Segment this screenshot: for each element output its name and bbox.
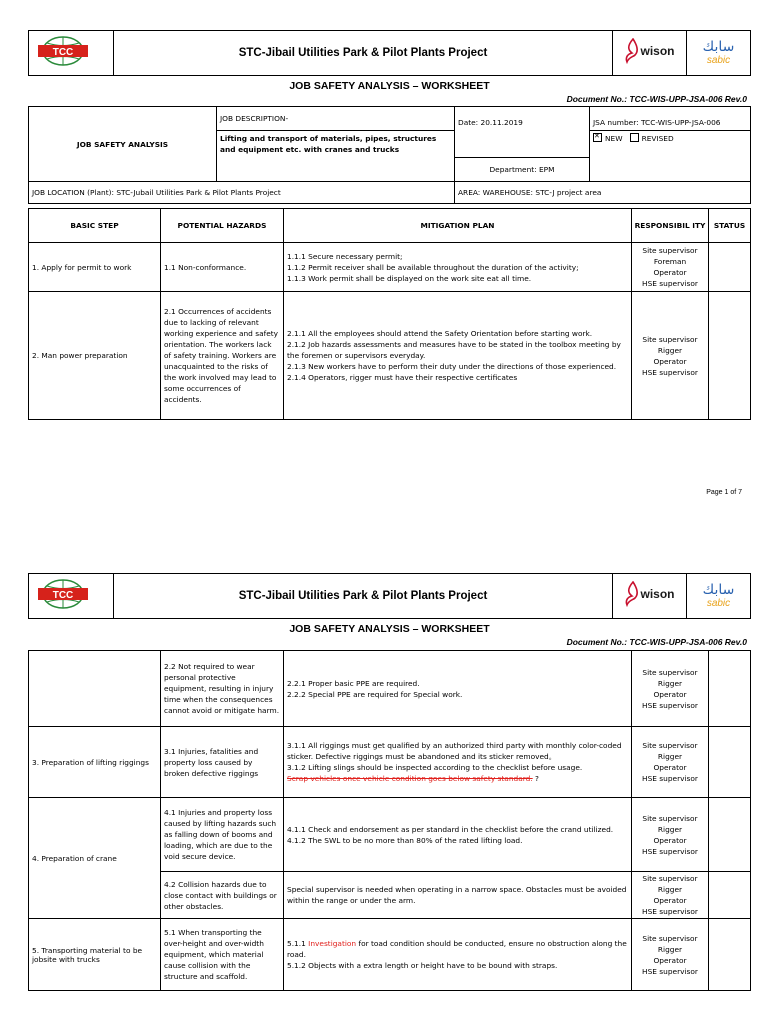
status-cell[interactable]	[709, 872, 751, 919]
status-cell[interactable]	[709, 798, 751, 872]
sabic-logo-cell	[687, 31, 751, 76]
page-2	[28, 573, 751, 991]
jsa-table-page2	[28, 650, 751, 991]
status-cell[interactable]	[709, 727, 751, 798]
job-location: JOB LOCATION (Plant): STC-Jubail Utilities Park & Pilot Plants Project	[29, 182, 455, 204]
document-number: Document No.: TCC-WIS-UPP-JSA-006 Rev.0	[566, 637, 747, 647]
sabic-logo-cell	[687, 574, 751, 619]
date-field: Date: 20.11.2019	[455, 107, 590, 158]
page-1	[28, 30, 751, 420]
area-field: AREA: WAREHOUSE: STC-J project area	[455, 182, 751, 204]
jsa-label: JOB SAFETY ANALYSIS	[29, 107, 217, 182]
department-field: Department: EPM	[455, 158, 590, 182]
project-title: STC-Jibail Utilities Park & Pilot Plants Project	[114, 574, 613, 619]
table-row: 1. Apply for permit to work 1.1 Non-conformance. 1.1.1 Secure necessary permit; 1.1.2 Permit receiver shall be available throughout the duration of the activity; 1.1.3 Work permit shall be displayed on the work site eat all time. Site supervisor Foreman Operator HSE supervisor	[29, 243, 751, 292]
header-table	[28, 573, 751, 619]
wison-logo-cell	[613, 31, 687, 76]
wison-logo: wison	[624, 581, 674, 607]
table-row: 3. Preparation of lifting riggings 3.1 Injuries, fatalities and property loss caused by broken defective riggings 3.1.1 All riggings must get qualified by an authorized third party with monthly color-coded sticker. Defective riggings must be abandoned and its sticker removed。 3.1.2 Lifting slings should be inspected according to the checklist before usage. Scrap vehicles once vehicle condition goes below safety standard. ? Site supervisor Rigger Operator HSE supervisor	[29, 727, 751, 798]
struck-text: Scrap vehicles once vehicle condition goes below safety standard.	[287, 774, 533, 783]
info-table	[28, 106, 751, 204]
worksheet-title: JOB SAFETY ANALYSIS – WORKSHEET	[289, 80, 490, 92]
table-row: 5. Transporting material to be jobsite with trucks 5.1 When transporting the over-height and over-width equipment, which material cause collision with the structure and scaffold. 5.1.1 Investigation for toad condition should be conducted, ensure no obstruction along the road. 5.1.2 Objects with a extra length or height have to be bound with straps. Site supervisor Rigger Operator HSE supervisor	[29, 919, 751, 991]
col-responsibility: RESPONSIBIL ITY	[632, 209, 709, 243]
tcc-logo-text: TCC	[52, 46, 74, 58]
job-description-label: JOB DESCRIPTION-	[217, 107, 455, 131]
tcc-logo-cell	[29, 31, 114, 76]
col-mitigation: MITIGATION PLAN	[284, 209, 632, 243]
col-status: STATUS	[709, 209, 751, 243]
wison-flame-icon	[624, 581, 640, 607]
header-table	[28, 30, 751, 76]
col-hazards: POTENTIAL HAZARDS	[161, 209, 284, 243]
table-row: 4. Preparation of crane 4.1 Injuries and property loss caused by lifting hazards such as falling down of booms and loading, which are due to the void secure device. 4.1.1 Check and endorsement as per standard in the checklist before the crand utilized. 4.1.2 The SWL to be no more than 80% of the rated lifting load. Site supervisor Rigger Operator HSE supervisor	[29, 798, 751, 872]
status-cell[interactable]	[709, 292, 751, 420]
tcc-logo-icon	[35, 579, 91, 609]
table-row: 2. Man power preparation 2.1 Occurrences of accidents due to lacking of relevant working experience and safety orientation. The workers lack of safety training. Workers are unacquainted to the risks of the work involved may lead to some occurrences of accidents. 2.1.1 All the employees should attend the Safety Orientation before starting work. 2.1.2 Job hazards assessments and measures have to be stated in the toolbox meeting by the foremen or supervisors everyday. 2.1.3 New workers have to perform their duty under the directions of those experienced. 2.1.4 Operators, rigger must have their respective certificates Site supervisor Rigger Operator HSE supervisor	[29, 292, 751, 420]
table-row: 4.2 Collision hazards due to close contact with buildings or other obstacles. Special supervisor is needed when operating in a narrow space. Obstacles must be avoided within the range or under the arm. Site supervisor Rigger Operator HSE supervisor	[29, 872, 751, 919]
table-row: 2.2 Not required to wear personal protective equipment, resulting in injury time when the consequences cannot avoid or mitigate harm. 2.2.1 Proper basic PPE are required. 2.2.2 Special PPE are required for Special work. Site supervisor Rigger Operator HSE supervisor	[29, 651, 751, 727]
wison-flame-icon	[624, 38, 640, 64]
jsa-table-page1	[28, 208, 751, 420]
document-number: Document No.: TCC-WIS-UPP-JSA-006 Rev.0	[566, 94, 747, 104]
wison-logo: wison	[624, 38, 674, 64]
revised-checkbox[interactable]	[630, 133, 639, 142]
sabic-logo: سابك sabic	[702, 582, 735, 609]
wison-logo-cell	[613, 574, 687, 619]
status-cell[interactable]	[709, 919, 751, 991]
status-cell[interactable]	[709, 651, 751, 727]
new-checkbox[interactable]	[593, 133, 602, 142]
project-title: STC-Jibail Utilities Park & Pilot Plants Project	[114, 31, 613, 76]
col-basic-step: BASIC STEP	[29, 209, 161, 243]
sabic-logo: سابك sabic	[702, 39, 735, 66]
tcc-logo-icon	[35, 36, 91, 66]
status-cell[interactable]	[709, 243, 751, 292]
job-description-text: Lifting and transport of materials, pipes, structures and equipment etc. with cranes and trucks	[217, 131, 455, 182]
page-number: Page 1 of 7	[706, 489, 742, 496]
highlighted-word: Investigation	[308, 939, 357, 948]
jsa-number: JSA number: TCC-WIS-UPP-JSA-006	[590, 107, 751, 131]
tcc-logo-text: TCC	[52, 589, 74, 601]
worksheet-title: JOB SAFETY ANALYSIS – WORKSHEET	[289, 623, 490, 635]
revision-checkboxes: ✕NEW REVISED	[590, 131, 751, 182]
tcc-logo-cell	[29, 574, 114, 619]
